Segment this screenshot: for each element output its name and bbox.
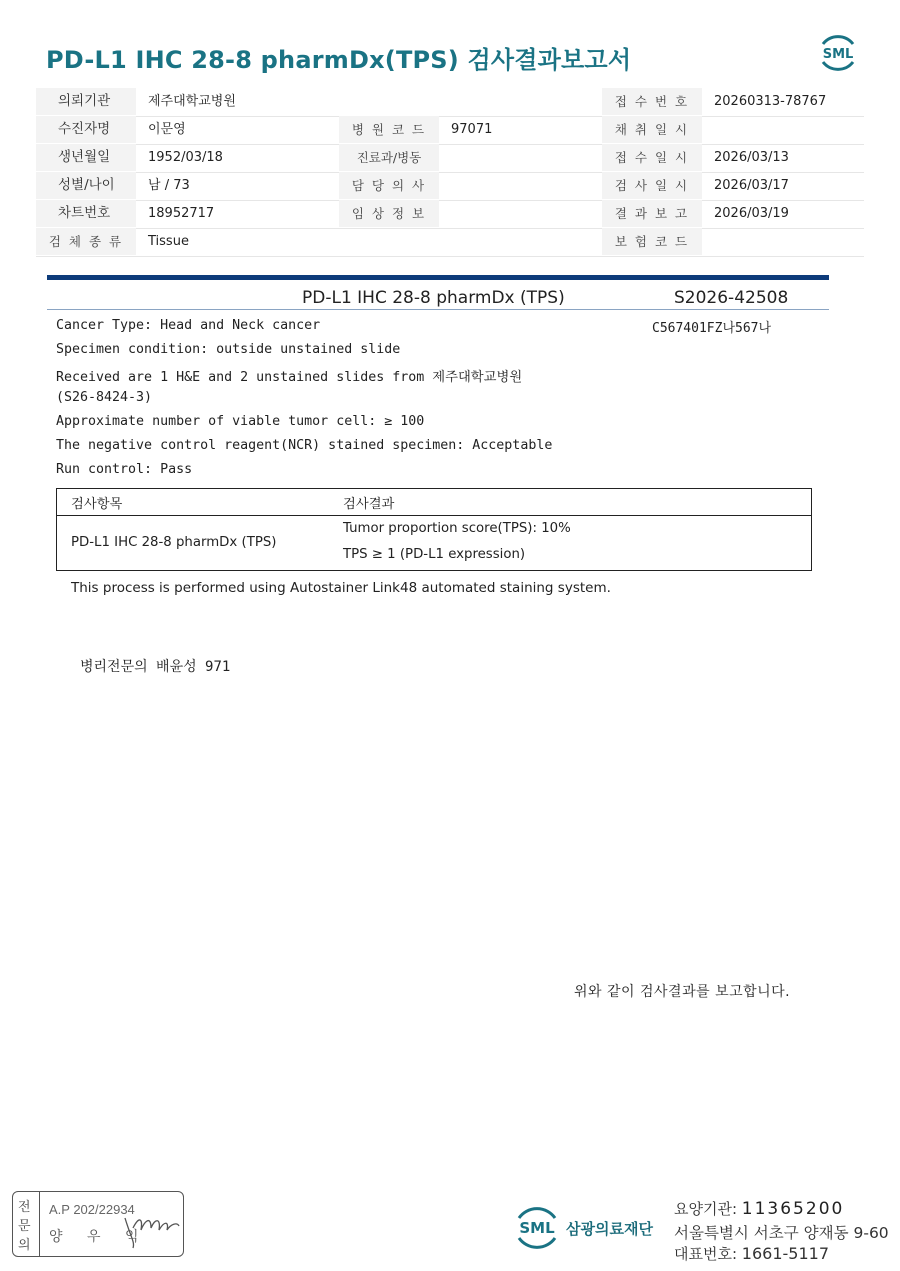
- receipt-no-label: 접 수 번 호: [602, 88, 702, 115]
- closing-statement: 위와 같이 검사결과를 보고합니다.: [574, 984, 791, 1000]
- stamp-ap-number: A.P 202/22934: [49, 1202, 135, 1217]
- test-date-label: 검 사 일 시: [602, 172, 702, 199]
- svg-text:SML: SML: [822, 47, 854, 62]
- tps-expression-cell: TPS ≥ 1 (PD-L1 expression): [343, 547, 526, 562]
- care-institution: [674, 1198, 844, 1219]
- collect-date-label: 채 취 일 시: [602, 116, 702, 143]
- col-result-header: 검사결과: [343, 497, 395, 512]
- doctor-label: 담 당 의 사: [339, 172, 439, 199]
- receipt-date-label: 접 수 일 시: [602, 144, 702, 171]
- hospital-code-label: 병 원 코 드: [339, 116, 439, 143]
- info-row: [36, 228, 864, 257]
- specimen-code: C567401FZ나567나: [652, 321, 772, 336]
- collect-date-value: [702, 116, 714, 143]
- report-title: PD-L1 IHC 28-8 pharmDx(TPS) 검사결과보고서: [46, 46, 632, 74]
- dept-value: [439, 144, 451, 171]
- chart-label: 차트번호: [36, 200, 136, 227]
- footer-address: 서울특별시 서초구 양재동 9-60: [674, 1224, 889, 1242]
- info-row: [36, 144, 864, 173]
- viable-tumor-line: Approximate number of viable tumor cell: ≥ 100: [56, 414, 425, 429]
- phone-number: 1661-5117: [741, 1244, 830, 1263]
- process-note: This process is performed using Autostainer Link48 automated staining system.: [71, 580, 611, 596]
- info-row: [36, 88, 864, 117]
- stamp-char: 의: [18, 1238, 31, 1253]
- report-number: S2026-42508: [674, 288, 789, 308]
- hospital-code-value: 97071: [451, 122, 493, 137]
- tps-score-cell: Tumor proportion score(TPS): 10%: [343, 521, 571, 536]
- info-row: [36, 172, 864, 201]
- result-table: [56, 488, 812, 571]
- info-row: [36, 200, 864, 229]
- run-control-line: Run control: Pass: [56, 462, 193, 477]
- clinical-label: 임 상 정 보: [339, 200, 439, 227]
- result-date-label: 결 과 보 고: [602, 200, 702, 227]
- table-item-cell: PD-L1 IHC 28-8 pharmDx (TPS): [71, 535, 277, 550]
- stamp-label-column: [13, 1192, 40, 1256]
- patient-label: 수진자명: [36, 116, 136, 143]
- insurance-value: [702, 228, 714, 255]
- birth-value: 1952/03/18: [148, 150, 223, 165]
- pathologist-signature: 병리전문의 배윤성 971: [80, 659, 231, 675]
- info-row: [36, 116, 864, 145]
- svg-text:SML: SML: [519, 1219, 555, 1237]
- institution-value: 제주대학교병원: [148, 94, 236, 109]
- stamp-name: 양 우 익: [49, 1229, 149, 1245]
- handwritten-signature-icon: [121, 1208, 183, 1250]
- stamp-char: 전: [18, 1200, 31, 1215]
- care-label: 요양기관:: [674, 1200, 738, 1218]
- specimen-value: Tissue: [148, 234, 189, 249]
- receipt-date-value: 2026/03/13: [714, 150, 789, 165]
- sml-logo-icon: [815, 30, 861, 76]
- sex-age-label: 성별/나이: [36, 172, 136, 199]
- report-header-line: [47, 309, 829, 310]
- ncr-line: The negative control reagent(NCR) stained specimen: Acceptable: [56, 438, 553, 453]
- result-date-value: 2026/03/19: [714, 206, 789, 221]
- chart-value: 18952717: [148, 206, 215, 221]
- slide-id-line: (S26-8424-3): [56, 390, 153, 405]
- clinical-value: [439, 200, 451, 227]
- phone-label: 대표번호:: [674, 1245, 738, 1263]
- insurance-label: 보 험 코 드: [602, 228, 702, 255]
- institution-label: 의뢰기관: [36, 88, 136, 115]
- stamp-char: 문: [18, 1219, 31, 1234]
- specialist-stamp: [12, 1191, 184, 1257]
- doctor-value: [439, 172, 451, 199]
- sex-age-value: 남 / 73: [148, 178, 190, 193]
- header-divider: [47, 275, 829, 280]
- sml-footer-logo-icon: [511, 1202, 563, 1254]
- main-phone: [674, 1243, 829, 1264]
- specimen-label: 검 체 종 류: [36, 228, 136, 255]
- care-number: 11365200: [741, 1199, 845, 1219]
- cancer-type-line: Cancer Type: Head and Neck cancer: [56, 318, 321, 333]
- dept-label: 진료과/병동: [339, 144, 439, 171]
- receipt-no-value: 20260313-78767: [714, 94, 827, 109]
- report-test-name: PD-L1 IHC 28-8 pharmDx (TPS): [302, 288, 565, 308]
- table-header-line: [57, 515, 811, 516]
- specimen-condition-line: Specimen condition: outside unstained slide: [56, 342, 401, 357]
- received-line: Received are 1 H&E and 2 unstained slides from 제주대학교병원: [56, 370, 523, 385]
- patient-value: 이문영: [148, 122, 186, 137]
- foundation-name: 삼광의료재단: [566, 1220, 653, 1238]
- test-date-value: 2026/03/17: [714, 178, 789, 193]
- birth-label: 생년월일: [36, 144, 136, 171]
- col-item-header: 검사항목: [71, 497, 123, 512]
